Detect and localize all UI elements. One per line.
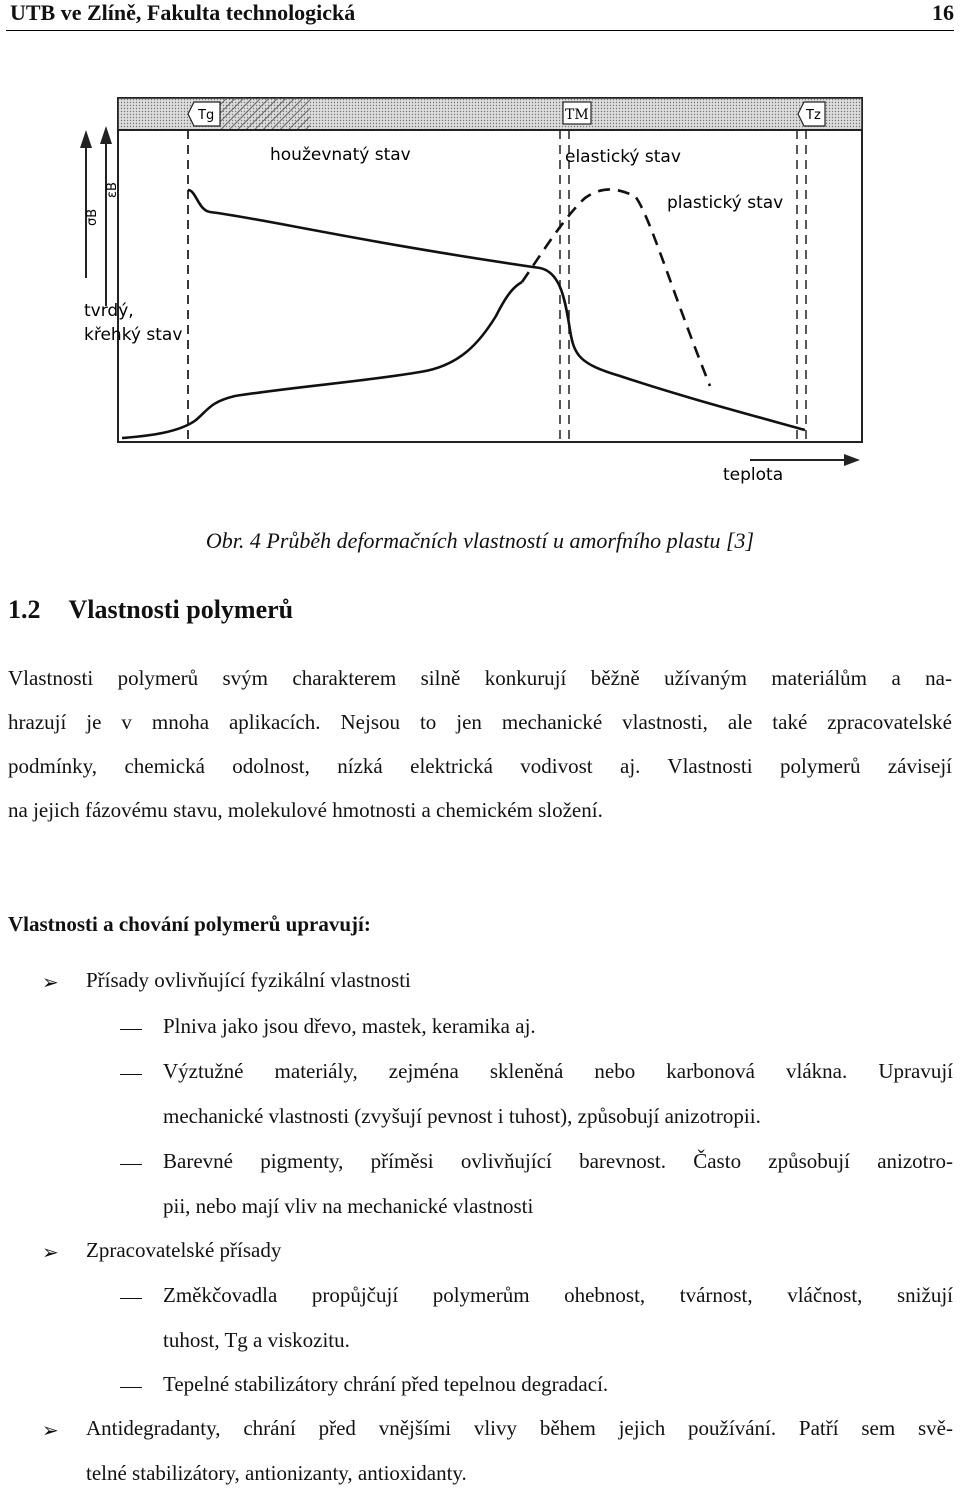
paragraph-line-3: podmínky, chemická odolnost, nízká elektrická vodivost aj. Vlastnosti polymerů závisejí [8,754,952,778]
bullet-arrow-icon: ➢ [42,1242,59,1264]
list-subitem-cont: tuhost, Tg a viskozitu. [163,1328,350,1352]
tg-label: Tg [198,108,215,123]
list-subitem: Změkčovadla propůjčují polymerům ohebnost, tvárnost, vláčnost, snižují [163,1283,953,1307]
strength-curve [188,190,805,430]
figure-caption: Obr. 4 Průběh deformačních vlastností u amorfního plastu [3] [205,528,755,553]
section-heading [8,595,293,625]
hard-state-label-2: křehký stav [84,325,183,345]
temperature-label: teplota [723,465,784,485]
header-institution: UTB ve Zlíně, Fakulta technologická [10,0,356,25]
tz-label: Tz [806,108,821,123]
tm-label: TM [565,107,589,123]
dash-marker [120,1387,142,1388]
dash-marker [120,1074,142,1075]
dash-marker [120,1298,142,1299]
deformation-figure [60,86,870,486]
dash-marker [120,1164,142,1165]
elastic-state-label: elastický stav [565,147,681,167]
dash-marker [120,1029,142,1030]
list-subitem-cont: pii, nebo mají vliv na mechanické vlastnosti [163,1194,534,1218]
paragraph-line-1: Vlastnosti polymerů svým charakterem silně konkurují běžně užívaným materiálům a na- [8,666,952,690]
epsilon-label: εB [105,182,120,198]
hatched-transition [220,98,310,130]
list-subitem: Výztužné materiály, zejména skleněná nebo karbonová vlákna. Upravují [163,1059,953,1083]
list-subitem: Tepelné stabilizátory chrání před tepelnou degradací. [163,1372,609,1396]
section-title: Vlastnosti polymerů [68,595,294,624]
temperature-arrowhead [844,454,860,466]
list-item: Přísady ovlivňující fyzikální vlastnosti [86,968,411,992]
list-item: Zpracovatelské přísady [86,1238,282,1262]
bullet-arrow-icon: ➢ [42,972,59,994]
list-heading: Vlastnosti a chování polymerů upravují: [8,912,371,936]
paragraph-line-2: hrazují je v mnoha aplikacích. Nejsou to jen mechanické vlastnosti, ale také zpracovatelské [8,710,952,734]
section-number: 1.2 [8,595,41,624]
bullet-arrow-icon: ➢ [42,1420,59,1442]
page-number: 16 [932,0,954,25]
list-subitem: Plniva jako jsou dřevo, mastek, keramika aj. [163,1014,536,1038]
epsilon-arrowhead [100,126,112,144]
paragraph-line-4: na jejich fázovému stavu, molekulové hmotnosti a chemickém složení. [8,798,603,822]
sigma-label: σB [85,208,100,226]
hard-state-label-1: tvrdý, [84,301,134,321]
list-subitem: Barevné pigmenty, příměsi ovlivňující barevnost. Často způsobují anizotro- [163,1149,953,1173]
tough-state-label: houževnatý stav [270,145,411,165]
list-subitem-cont: mechanické vlastnosti (zvyšují pevnost i tuhost), způsobují anizotropii. [163,1104,761,1128]
list-item-cont: telné stabilizátory, antionizanty, antioxidanty. [86,1461,467,1485]
elongation-curve-solid [122,282,522,438]
sigma-arrowhead [80,130,92,148]
elongation-curve-dashed [522,189,710,386]
page-header [6,0,954,31]
plot-frame [118,98,862,442]
list-item: Antidegradanty, chrání před vnějšími vlivy během jejich používání. Patří sem svě- [86,1416,953,1440]
plastic-state-label: plastický stav [667,193,784,213]
